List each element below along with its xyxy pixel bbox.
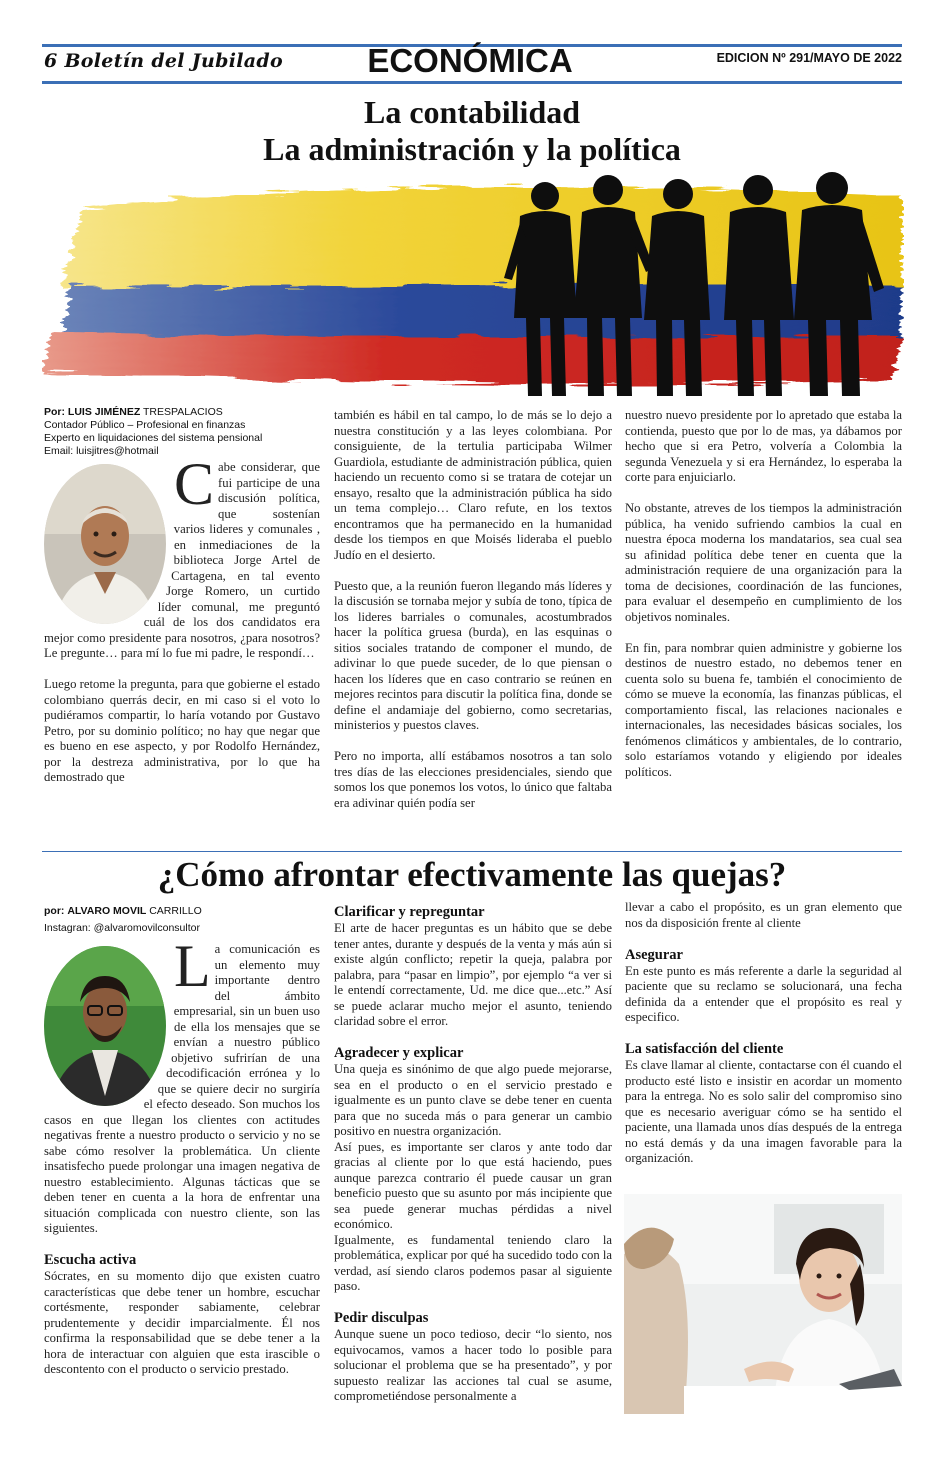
article1-col2-paragraph-2: Puesto que, a la reunión fueron llegando más líderes y la discusión se tornaba mejor y subía de tono, típica de los lideres barriales o comunales, acostumbrados hacer la política gruesa (burda), en las esquinas o sitios sociales tratando de componer el mundo, de adivinar lo que puede suceder, de lo que piensan o hacen los líderes que en caso contrario se reúnen en mejores recintos para discutir la política fina, donde se define el andamiaje del gobierno, como secretarias, ministerios y puestos claves. [334, 578, 612, 732]
author-portrait-2 [44, 946, 166, 1106]
article2-col2-paragraph-3: Así pues, es importante ser claros y ante todo dar gracias al cliente por lo que está haciendo, pues aunque parezca contrario él puede causar un gran beneficio puesto que su asunto por más incipiente que sea puede generar muchas pérdidas a nivel económico. [334, 1139, 612, 1231]
article1-author-line-3: Email: luisjitres@hotmail [44, 445, 159, 457]
edition-label: EDICION Nº 291/MAYO DE 2022 [716, 51, 902, 65]
article1-author-name: LUIS JIMÉNEZ [67, 406, 141, 418]
article2-col3-paragraph-1: llevar a cabo el propósito, es un gran elemento que nos da disposición frente al cliente [625, 900, 902, 930]
article2-col3-paragraph-2: En este punto es más referente a darle la seguridad al paciente que su reclamo se solucionará, una fecha definida da a entender que el propósito es real y especifico. [625, 963, 902, 1024]
section-title: ECONÓMICA [367, 42, 573, 79]
heading-satisfaccion-cliente: La satisfacción del cliente [625, 1041, 784, 1057]
header-bottom-rule [42, 81, 902, 84]
article2-col3-paragraph-3: Es clave llamar al cliente, contactarse con él cuando el producto esté listo e insistir en acordar un momento para la entrega. No es solo salir del compromiso sino que es necesario averiguar cómo se ha sentido el paciente, una llamada unos días después de la entrega no está demás y da una imagen favorable para la organización. [625, 1058, 902, 1165]
article1-column-3 [625, 408, 902, 780]
customer-service-photo [624, 1194, 902, 1414]
article1-col2-paragraph-1: también es hábil en tal campo, lo de más se lo dejo a nuestra constitución y a las leyes colombiana. Por consiguiente, de la tertulia participaba Wilmer Guardiola, estudiante de administración pública, quien haciendo un recuento como si se tratara de cotejar un ensayo, resalto que la administración pública ha sido un tema complejo… Claro refute, en los textos encontramos que ha permanecido en la humanidad desde los tiempos en que Moisés lideraba el pueblo Judío en el desierto. [334, 408, 612, 562]
author-photo-alvaro-movil [44, 946, 166, 1106]
article2-dropcap: L [174, 933, 211, 999]
heading-asegurar: Asegurar [625, 946, 683, 963]
article2-col2-paragraph-5: Aunque suene un poco tedioso, decir “lo siento, nos equivocamos, vamos a hacer todo lo posible para solucionar el problema que se ha presentado”, y por supuesto realizar las acciones tal cual se asume, comprometiéndose personalmente a [334, 1327, 612, 1403]
article2-author-surname: CARRILLO [149, 905, 202, 917]
article2-author [44, 905, 314, 918]
article1-author-line-1: Contador Público – Profesional en finanzas [44, 419, 246, 431]
article2-column-1 [44, 933, 320, 1378]
article1-headline [42, 94, 902, 168]
article2-column-2 [334, 902, 612, 1405]
heading-clarificar-repreguntar: Clarificar y repreguntar [334, 904, 485, 920]
article2-col1-paragraph-2: Sócrates, en su momento dijo que existen cuatro características que debe tener un hombre, escuchar cortésmente, responder sabiamente, celebrar prudentemente y decidir imparcialmente. Él nos confirma la responsabilidad que se debe tener a la hora de interactuar con alguien que esta irascible o descontento con el producto o servicio prestado. [44, 1269, 320, 1376]
heading-pedir-disculpas: Pedir disculpas [334, 1310, 429, 1326]
office-meeting-illustration [624, 1194, 902, 1414]
article1-col1-p1-text: abe considerar, que fui participe de una discusión política, que sostenían varios lideres y comunales , en inmediaciones de la biblioteca Jorge Artel de Cartagena, en tal evento Jorge Romero, un curtido líder comunal, me preguntó cuál de los dos candidatos era mejor como presidente para nosotros, ¿para nosotros? Le pregunte… para mí lo fue mi padre, le respondí… [44, 460, 320, 660]
page-number-and-publication [44, 50, 283, 72]
article1-col2-paragraph-3: Pero no importa, allí estábamos nosotros a tan solo tres días de las elecciones presidenciales, siendo que somos los que ponemos los votos, lo único que faltaba era adivinar quién podía ser [334, 749, 612, 810]
article2-headline: ¿Cómo afrontar efectivamente las quejas? [157, 855, 787, 894]
page-number: 6 [44, 50, 58, 72]
article1-dropcap: C [174, 451, 215, 517]
article1-author [44, 406, 314, 419]
article2-author-name: ALVARO MOVIL [67, 905, 147, 917]
article2-instagram: Instagran: @alvaromovilconsultor [44, 922, 200, 934]
article2-col1-p1-text: a comunicación es un elemento muy importante dentro del ámbito empresarial, sin un buen uso de ella los mensajes que se envían a nuestro público objetivo sufrirían de una decodificación errónea y lo que se quiere decir no surgiría el efecto deseado. Son muchos los casos en que llegan los clientes con actitudes negativas frente a nuestro producto o servicio y no se sabe cómo resolver la problemática. Un cliente insatisfecho puede prolongar una imagen negativa de nuestro establecimiento. Algunas tácticas que se deben tener en cuenta a la hora de enfrentar una situación complicada con nuestro cliente, son las siguientes. [44, 942, 320, 1235]
publication-name: Boletín del Jubilado [64, 50, 283, 72]
article1-col1-paragraph-2: Luego retome la pregunta, para que gobierne el estado colombiano querrás decir, en mi caso si el voto lo pudiéramos compartir, lo haría votando por Gustavo Petro, por su dominio político; no hay que negar que es bueno en ese aspecto, y por Rodolfo Hernández, por la destreza administrativa, por lo que ha demostrado que [44, 677, 320, 784]
article1-author-line-2: Experto en liquidaciones del sistema pensional [44, 432, 263, 444]
author-photo-luis-jimenez [44, 464, 166, 624]
flag-silhouettes-illustration [42, 168, 904, 400]
article1-author-surname: TRESPALACIOS [143, 406, 223, 418]
article2-byline [44, 905, 314, 935]
heading-escucha-activa: Escucha activa [44, 1252, 137, 1268]
section-divider-rule [42, 851, 902, 852]
article2-column-3 [625, 900, 902, 1167]
article1-col3-paragraph-2: No obstante, atreves de los tiempos la administración pública, ha venido sufriendo cambios la cual en nuestra época moderna los mandatarios, sea cual sea su afinidad política debe tener en cuenta que la administración requiere de una organización para la toma de decisiones, coordinación de las funciones, para evaluar el desempeño en cumplimiento de los objetivos nominales. [625, 501, 902, 624]
article1-col3-paragraph-3: En fin, para nombrar quien administre y gobierne los destinos de nuestro estado, no debemos tener en cuenta solo su buena fe, también el conocimiento de cómo se mueve la economía, las finanzas públicas, el comportamiento fiscal, las relaciones nacionales e internacionales, las necesidades básicas sociales, los fenómenos climáticos y ambientales, de lo contrario, solo estaríamos votando y eligiendo por ideales políticos. [625, 640, 902, 779]
article1-title-line1: La contabilidad [363, 94, 581, 130]
article1-author-prefix: Por: [44, 406, 65, 418]
article2-col2-paragraph-2: Una queja es sinónimo de que algo puede mejorarse, sea en el producto o en el servicio prestado e igualmente es un punto clave se debe tener en cuenta para que no suceda más o para generar un cambio positivo en nuestra organización. [334, 1062, 612, 1138]
article2-col2-paragraph-4: Igualmente, es fundamental teniendo claro la problemática, explicar por qué ha sucedido todo con la verdad, así siendo claros podemos pasar al siguiente paso. [334, 1232, 612, 1293]
article2-author-prefix: por: [44, 905, 65, 917]
hero-flag-silhouettes-image [42, 168, 904, 400]
article2-col2-paragraph-1: El arte de hacer preguntas es un hábito que se debe tener antes, durante y después de la venta y más aún si existe algún conflicto; repetir la queja, palabra por palabra, para “pasar en limpio”, por ejemplo “a ver si le entendí correctamente, Ud. me dice que...etc.” Así se puede aclarar mucho mejor el asunto, teniendo claridad sobre el error. [334, 921, 612, 1028]
heading-agradecer-explicar: Agradecer y explicar [334, 1045, 464, 1061]
article1-column-2 [334, 408, 612, 811]
author-portrait-1 [44, 464, 166, 624]
article1-col3-paragraph-1: nuestro nuevo presidente por lo apretado que estaba la contienda, puesto que por lo de mas, ya dábamos por hecho que si era Petro, volvería a Colombia la segunda Venezuela y si era Hernández, lo esperaba la corte para enjuiciarlo. [625, 408, 902, 484]
article1-title-line2: La administración y la política [263, 131, 681, 167]
